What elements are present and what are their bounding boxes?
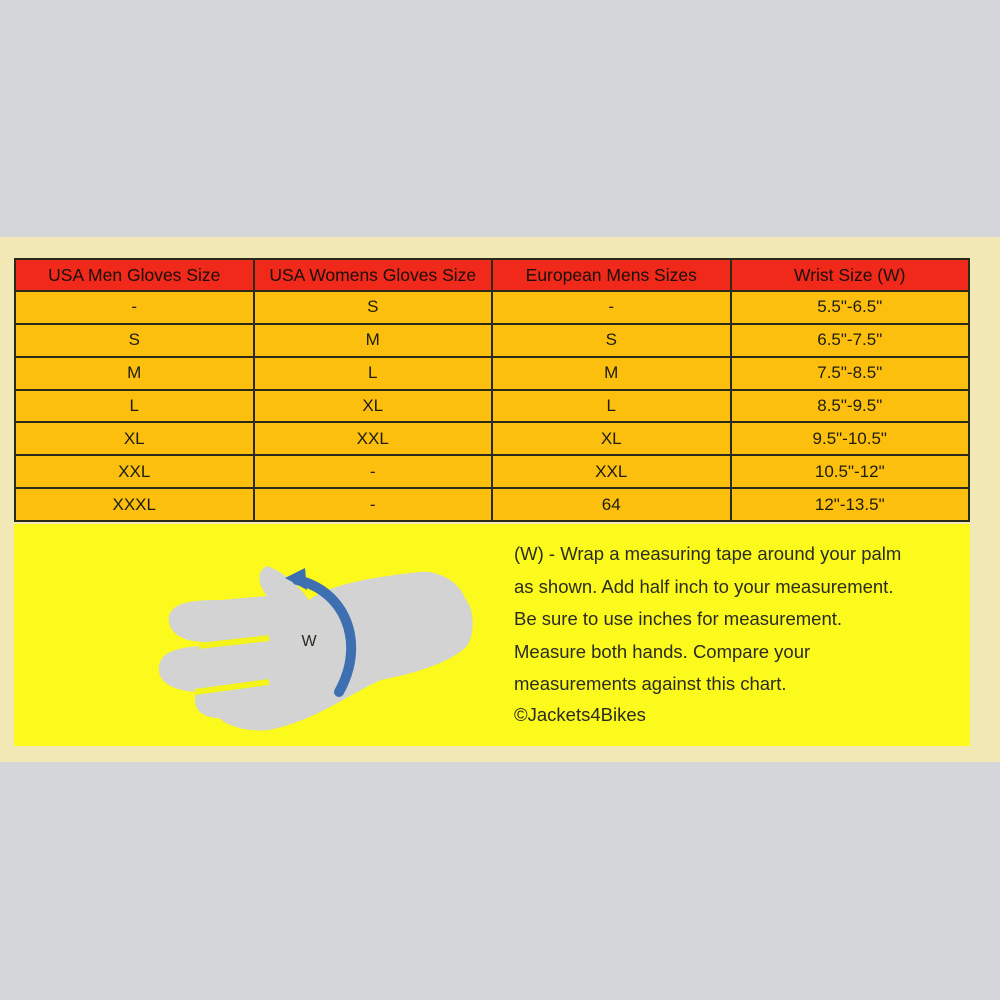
cell-european-men: L	[492, 390, 731, 423]
header-european-men: European Mens Sizes	[492, 259, 731, 291]
cell-wrist-size: 6.5"-7.5"	[731, 324, 970, 357]
cell-european-men: XXL	[492, 455, 731, 488]
table-row	[15, 422, 969, 455]
cell-usa-men: XL	[15, 422, 254, 455]
cell-wrist-size: 12"-13.5"	[731, 488, 970, 521]
cell-wrist-size: 9.5"-10.5"	[731, 422, 970, 455]
instruction-line: Be sure to use inches for measurement.	[514, 608, 843, 629]
cell-usa-women: XL	[254, 390, 493, 423]
cell-wrist-size: 8.5"-9.5"	[731, 390, 970, 423]
header-usa-men: USA Men Gloves Size	[15, 259, 254, 291]
table-row	[15, 357, 969, 390]
measurement-info-panel	[14, 524, 970, 746]
table-row	[15, 390, 969, 423]
instruction-line: (W) - Wrap a measuring tape around your palm	[514, 543, 902, 564]
table-row	[15, 291, 969, 324]
table-row	[15, 488, 969, 521]
cell-european-men: S	[492, 324, 731, 357]
instruction-line: measurements against this chart.	[514, 673, 787, 694]
table-row	[15, 324, 969, 357]
cell-usa-women: XXL	[254, 422, 493, 455]
cell-usa-men: XXXL	[15, 488, 254, 521]
cell-european-men: 64	[492, 488, 731, 521]
cell-usa-women: S	[254, 291, 493, 324]
cell-usa-men: L	[15, 390, 254, 423]
cell-wrist-size: 5.5"-6.5"	[731, 291, 970, 324]
cell-european-men: -	[492, 291, 731, 324]
hand-measurement-icon	[149, 542, 479, 732]
instruction-line: as shown. Add half inch to your measurement.	[514, 575, 894, 597]
cell-wrist-size: 10.5"-12"	[731, 455, 970, 488]
table-header-row	[15, 259, 969, 291]
wrist-label: W	[301, 633, 317, 650]
header-wrist-size: Wrist Size (W)	[731, 259, 970, 291]
size-table	[14, 258, 970, 522]
size-chart-card	[0, 237, 1000, 762]
instruction-line: Measure both hands. Compare your	[514, 640, 811, 662]
cell-usa-men: -	[15, 291, 254, 324]
cell-usa-men: XXL	[15, 455, 254, 488]
measurement-instructions	[514, 538, 964, 701]
cell-usa-women: M	[254, 324, 493, 357]
cell-european-men: XL	[492, 422, 731, 455]
cell-usa-women: -	[254, 455, 493, 488]
copyright-text: ©Jackets4Bikes	[514, 704, 646, 725]
cell-european-men: M	[492, 357, 731, 390]
cell-usa-women: -	[254, 488, 493, 521]
cell-usa-men: S	[15, 324, 254, 357]
cell-usa-women: L	[254, 357, 493, 390]
cell-wrist-size: 7.5"-8.5"	[731, 357, 970, 390]
header-usa-women: USA Womens Gloves Size	[254, 259, 493, 291]
table-row	[15, 455, 969, 488]
cell-usa-men: M	[15, 357, 254, 390]
